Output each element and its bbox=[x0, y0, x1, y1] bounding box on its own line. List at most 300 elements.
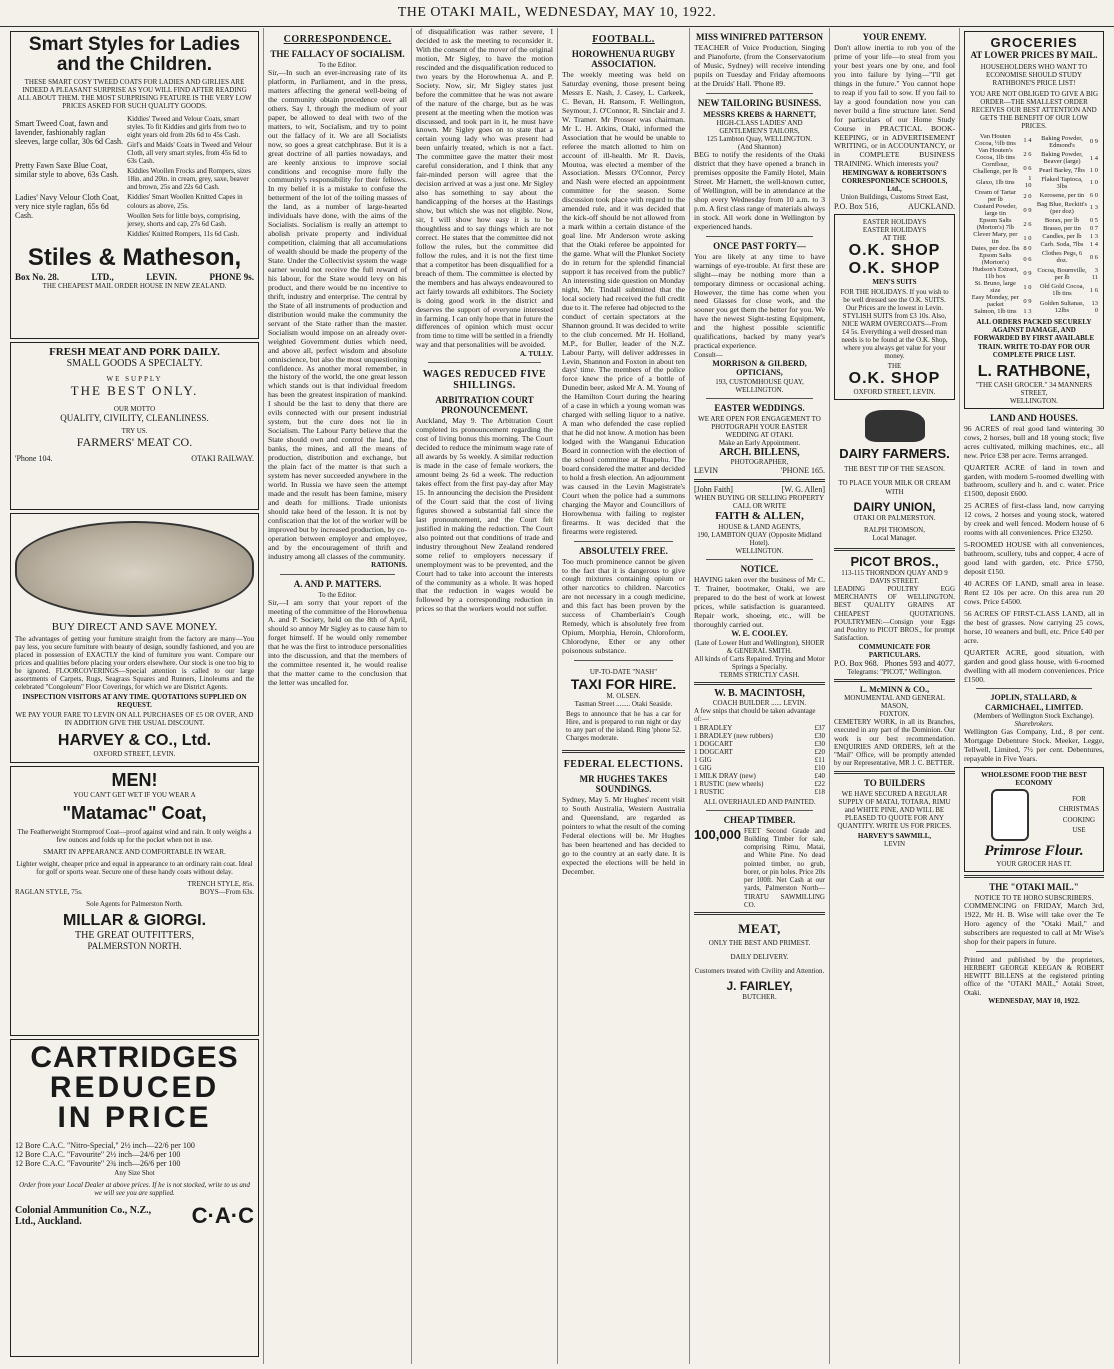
nash-head: UP-TO-DATE "NASH" bbox=[589, 668, 658, 677]
price-item: Glaxo, 1lb tins bbox=[976, 178, 1015, 186]
arbitration-head: ARBITRATION COURT PRONOUNCEMENT. bbox=[435, 395, 534, 416]
meat-try: TRY US. bbox=[121, 427, 148, 436]
correspondence-head: CORRESPONDENCE. bbox=[283, 34, 392, 45]
groc-price-left bbox=[969, 133, 1033, 315]
timber-ad bbox=[694, 827, 825, 910]
faith-partner-1: [John Faith] bbox=[694, 484, 733, 494]
prim-cook: COOKING bbox=[1062, 815, 1096, 824]
prim-use: USE bbox=[1072, 826, 1086, 835]
billens-contact bbox=[694, 466, 825, 475]
price-value: 1 0 bbox=[1023, 283, 1032, 291]
men-line: YOU CAN'T GET WET IF YOU WEAR A bbox=[73, 791, 196, 799]
price-value: 1 6 bbox=[1089, 286, 1098, 294]
tailoring-head: NEW TAILORING BUSINESS. bbox=[697, 97, 822, 108]
vehicle-row bbox=[694, 748, 825, 756]
football-article: The weekly meeting was held on Saturday evening, those present being Messrs E. Nash, J. Casey, L. Carkeek, C. Bevan, H. Ransom, F. Wellington, Seymour, J. O'Connor, R. Sinclair and J. W. Tramer. Mr Prosser was chairman. Mr L. H. Atkins, Otaki, informed the Association that he would be unable to referee the match allotted to him on account of ill-health. Mr R. Davis, Moutoa, was elected a member of the Association. Messrs O'Connor, Percy and Nash were elected an appointment committee for the season. Some discussion took place with regard to the amended rule, and it was decided that the kick-off should be not allowed from a mark within a certain distance of the goal line. Mr Anderson wrote asking that the Otaki referee be appointed for the game. What will the Plunket Society do in return for the splendid financial support it has received from the public? An interesting side question on Monday night, Mr. Tindall submitted that the local society had received the full credit due to it. The referee had objected to the conduct of certain spectators at the Shannon ground. It was decided to write to the club concerned. Mr H. Holland, M.P., for Buller, leader of the N.Z. Labour Party, will deliver addresses in Levin, Shannon and Foxton in about ten days' time. The members of the police force knew the price of a bottle of Dunedin beer, asked Mr A. M. Young of the Hamilton Court during the hearing of a case in which a young woman was charged with selling liquor to a native. A man who defended the case replied that he did not know. A motion has been lodged with the Wanganui Education Board in connection with the election of the school committee at Ruapehu. The board considered the matter and decided to hold a fresh election. An adjournment was caused in the Levin Magistrate's Court when the police had a summons charging the Mayor and Councillors of Horowhenua with failing to register firearms. It was decided that the firearms were registered. bbox=[562, 70, 685, 536]
fairley-only: ONLY THE BEST AND PRIMEST. bbox=[708, 939, 811, 948]
cooley-terms: TERMS STRICTLY CASH. bbox=[719, 670, 800, 679]
cartridges-ad bbox=[10, 1039, 259, 1357]
price-row bbox=[1036, 241, 1100, 249]
stiles-items-right bbox=[127, 113, 254, 240]
builders-name: HARVEY'S SAWMILL, bbox=[857, 831, 932, 840]
price-item: Baking Powder, Edmond's bbox=[1041, 134, 1083, 149]
land-listing: QUARTER ACRE of land in town and garden, with modern 5-roomed dwelling with bathroom, scullery and h. and c. water. Price £1500, deposit £600. bbox=[964, 462, 1104, 499]
cart-row: 12 Bore C.A.C. "Favourite" 2¾ inch—26/6 per 100 bbox=[15, 1159, 181, 1169]
vehicle-name: 1 RUSTIC (new wheels) bbox=[694, 779, 764, 788]
stiles-item: Kiddies Woollen Frocks and Rompers, sizes 18in. and 20in. in cream, grey, saxe, beaver and brown, 25s and 22s 6d Cash. bbox=[127, 167, 251, 192]
price-value: 1 10 bbox=[1025, 175, 1032, 190]
vehicle-price: £30 bbox=[814, 731, 825, 740]
price-item: Dates, per doz. lbs bbox=[971, 245, 1020, 253]
dairy-mgr-job: Local Manager. bbox=[872, 533, 917, 542]
fairley-name: J. FAIRLEY, bbox=[726, 979, 793, 994]
price-row bbox=[969, 245, 1033, 252]
vehicle-price: £40 bbox=[814, 771, 825, 780]
land-listing: 40 ACRES OF LAND, small area in lease. Rent £2 10s per acre. On this area run 20 cows. Price £4500. bbox=[964, 579, 1104, 606]
fairley-job: BUTCHER. bbox=[742, 993, 777, 1002]
hemingway-town: AUCKLAND. bbox=[908, 201, 955, 211]
price-item: Brasso, per tin bbox=[1043, 224, 1081, 232]
hemingway-addr: Union Buildings, Customs Street East, bbox=[840, 193, 949, 202]
picot-addr: 113-115 THORNDON QUAY AND 9 DAVIS STREET. bbox=[841, 568, 948, 585]
price-item: Borax, per lb bbox=[1044, 216, 1080, 224]
stiles-item: Girl's and Maids' Coats in Tweed and Velour Cloth, all very smart styles, from 45s 6d to 63s Cash. bbox=[127, 141, 252, 166]
imprint-date: WEDNESDAY, MAY 10, 1922. bbox=[988, 996, 1080, 1005]
price-value: 1 4 bbox=[1089, 154, 1098, 162]
krebs-sub: HIGH-CLASS LADIES' AND GENTLEMEN'S TAILORS, bbox=[716, 118, 803, 135]
easter-open: WE ARE OPEN FOR ENGAGEMENT TO PHOTOGRAPH YOUR EASTER WEDDING AT OTAKI. bbox=[698, 414, 821, 439]
ok-suits: MEN'S SUITS bbox=[872, 277, 917, 286]
price-item: Pearl Barley, 7lbs bbox=[1038, 167, 1085, 175]
meat-supply: WE SUPPLY bbox=[106, 375, 163, 383]
ap-letter-continued: of disqualification was rather severe, I decided to ask the meeting to reconsider it. With the consent of the mover of the original motion, Mr Sigley, to have the motion rescinded and the disqualification reduced to two years by the Horowhenua A. and P. Society. Now, sir, Mr Sigley states just before the committee that he was not aware of the nature of the charge, but as he was present at the meeting when the motion was discussed, and took part in it, he must have known. Mr Sigley goes on to state that a certain young lady who was present had been unfairly treated, which is not a fact. The committee gave the matter their most careful consideration, and I think that any fair-minded person will agree that the decision arrived at was a just one. Mr Sigley also has something to say about the handicapping of the horses at the Hastings show, but which she was not eligible. Now, sir, I will show how easy it is to be thoughtless and to say things which are not correct. He states that the committee did not follow the rules, but the committee did follow the rules, and it is not the first time that a competitor has been disqualified for a breach of them. The committee is elected by the members and has always endeavoured to act fairly towards all exhibitors. The Society is doing good work in the district and deserves the support of everyone interested in farming. I can only hope that in future the differences of opinion which must occur from time to time will be settled in a friendly way and that personalities will be avoided. bbox=[416, 28, 553, 350]
ok-the: THE bbox=[887, 362, 902, 371]
groc-foot: ALL ORDERS PACKED SECURELY AGAINST DAMAGE, AND FORWARDED BY FIRST AVAILABLE TRAIN. WRITE TO-DAY FOR OUR COMPLETE PRICE LIST. bbox=[973, 318, 1095, 359]
price-row bbox=[969, 161, 1033, 175]
vehicle-price: £10 bbox=[814, 763, 825, 772]
vehicle-row bbox=[694, 732, 825, 740]
patterson-text: TEACHER of Voice Production, Singing and Pianoforte, (from the Conservatorium of Music, Sydney) will receive intending pupils on Tuesday and Friday afternoons at the Druids' Hall. 'Phone 89. bbox=[694, 43, 825, 88]
price-value: 2 6 bbox=[1023, 150, 1032, 158]
cooley-text: All kinds of Carts Repaired. Trying and Motor Springs a Specialty. bbox=[694, 654, 825, 671]
price-value: 0 9 bbox=[1023, 206, 1032, 214]
men-trench: TRENCH STYLE, 85s. bbox=[187, 880, 254, 889]
stiles-item: Kiddies' Smart Woollen Knitted Capes in colours as above, 25s. bbox=[127, 193, 243, 210]
fairley-meat-head: MEAT, bbox=[738, 921, 781, 937]
billens-name: ARCH. BILLENS, bbox=[719, 446, 800, 458]
rathbone-ad bbox=[964, 31, 1104, 409]
price-item: Carb. Soda, 7lbs bbox=[1040, 241, 1084, 249]
price-item: Salmon, 1lb tins bbox=[974, 308, 1017, 316]
men-raglan: RAGLAN STYLE, 75s. bbox=[15, 888, 83, 897]
cooley-name: W. E. COOLEY. bbox=[731, 629, 788, 639]
dairy-name: DAIRY UNION, bbox=[853, 499, 936, 514]
price-item: Hudson's Extract, 11b box bbox=[972, 266, 1019, 281]
cart-order: Order from your Local Dealer at above prices. If he is not stocked, write to us and we will see you are supplied. bbox=[19, 1180, 250, 1197]
price-value: 2 6 bbox=[1023, 220, 1032, 228]
men-text: The Featherweight Stormproof Coat—proof against wind and rain. It only weighs a few ounces and folds up for the pocket when not in use. bbox=[17, 828, 252, 845]
groc-head: GROCERIES bbox=[990, 35, 1078, 50]
stiles-item: Kiddies' Tweed and Velour Coats, smart styles. To fit Kiddies and girls from two to eight years old from 20s 6d to 45s Cash. bbox=[127, 115, 247, 140]
price-row bbox=[1036, 224, 1100, 232]
men-agents: Sole Agents for Palmerston North. bbox=[86, 900, 183, 909]
column-1 bbox=[6, 28, 264, 1364]
stiles-name: Stiles & Matheson, bbox=[27, 243, 242, 271]
column-6 bbox=[830, 28, 960, 1364]
socialism-head: THE FALLACY OF SOCIALISM. bbox=[270, 49, 405, 59]
harvey-inspect: INSPECTION VISITORS AT ANY TIME. QUOTATIONS SUPPLIED ON REQUEST. bbox=[22, 693, 247, 710]
masthead: THE OTAKI MAIL, WEDNESDAY, MAY 10, 1922. bbox=[0, 0, 1114, 27]
price-row bbox=[1036, 266, 1100, 283]
opticians-addr: 193, CUSTOMHOUSE QUAY, WELLINGTON. bbox=[715, 377, 804, 394]
vehicle-name: 1 MILK DRAY (new) bbox=[694, 771, 756, 780]
mcminn-name: L. McMINN & CO., bbox=[859, 684, 930, 694]
price-row bbox=[969, 203, 1033, 217]
groc-sub: AT LOWER PRICES BY MAIL. bbox=[970, 50, 1098, 60]
stiles-items-left bbox=[15, 113, 123, 240]
mcminn-sub: MONUMENTAL AND GENERAL MASON, bbox=[844, 694, 945, 711]
timber-text: FEET Second Grade and Building Timber for sale, comprising Rimu, Matai, and White Pine. No dead pointed timber, no grub, borer, or pin holes. Price 20s per 100ft. Net Cash at our yards, Palmerston North—TIRATU SAWMILLING CO. bbox=[744, 826, 825, 909]
notice-text: HAVING taken over the business of Mr C. T. Trainer, bootmaker, Otaki, we are prepared to do the best of work at lowest prices, while satisfaction is guaranteed. Repair work, shoeing, etc., will be thoroughly carried out. bbox=[694, 574, 825, 629]
ap-letter: Sir,—I am sorry that your report of the meeting of the committee of the Horowhenua A. and P. Society, held on the 8th of April, should so annoy Mr Sigley as to cause him to forget himself. If he would only remember that he was the first to introduce personalities into the discussion, and that the members of the committee resented it, he would realise that the matter came to the conclusion that the letter was uncalled for. bbox=[268, 597, 407, 688]
price-row bbox=[1036, 150, 1100, 167]
price-row bbox=[1036, 299, 1100, 316]
price-row bbox=[1036, 216, 1100, 224]
wages-article: Auckland, May 9. The Arbitration Court completed its pronouncement regarding the cost of living bonus this morning. The Court decided to reduce the minimum wage rate of all awards by 5s weekly. A similar reduction is made in the case of female workers, the amount being 2s 6d a week. The reduction takes effect from the first pay-day after May 15. In announcing the decision the President of the Court said that the cost of living figures showed a substantial fall since the last pronouncement, and the Court felt justified in making the reduction. The Court also pointed out that conditions of trade and industry throughout New Zealand rendered some relief to employers necessary if unemployment was to be prevented, and the Court had to take into account the interests of the community as a whole. It was hoped that the reduction in wages would be followed by a corresponding reduction in prices so that the workers would not suffer. bbox=[416, 416, 553, 614]
enemy-head: YOUR ENEMY. bbox=[862, 32, 927, 42]
macintosh-job: COACH BUILDER ...... LEVIN. bbox=[712, 699, 807, 708]
rathbone-sub: "THE CASH GROCER." 34 MANNERS STREET, bbox=[975, 380, 1093, 397]
vehicle-row bbox=[694, 764, 825, 772]
imprint: Printed and published by the proprietors, HERBERT GEORGE KEEGAN & ROBERT HEWITT BILLENS at the registered printing office of the "OTAKI MAIL," Aotaki Street, Otaki. bbox=[964, 955, 1104, 997]
stiles-item: Pretty Fawn Saxe Blue Coat, similar style to above, 63s Cash. bbox=[15, 160, 119, 179]
cart-line-1: CARTRIDGES bbox=[30, 1041, 239, 1074]
dairy-towns: OTAKI OR PALMERSTON. bbox=[853, 513, 936, 522]
stiles-item: Ladies' Navy Velour Cloth Coat, very nice style raglan, 65s 6d Cash. bbox=[15, 193, 120, 221]
price-item: Van Houten Cocoa, ½lb tins bbox=[974, 133, 1016, 148]
price-value: 0 9 bbox=[1023, 297, 1032, 305]
land-list bbox=[964, 425, 1104, 685]
vehicle-price: £37 bbox=[814, 723, 825, 732]
price-value: 3 11 bbox=[1091, 266, 1098, 281]
men-name: MILLAR & GIORGI. bbox=[62, 912, 207, 930]
ok-shop-ad bbox=[834, 214, 955, 401]
stiles-ad bbox=[10, 31, 259, 339]
price-row bbox=[1036, 233, 1100, 241]
cac-logo: C·A·C bbox=[191, 1202, 254, 1228]
column-2 bbox=[264, 28, 412, 1364]
harvey-ad bbox=[10, 513, 259, 763]
timber-amount: 100,000 bbox=[694, 826, 741, 842]
builders-town: LEVIN bbox=[884, 839, 905, 848]
patterson-head: MISS WINIFRED PATTERSON bbox=[695, 32, 824, 42]
enemy-text: Don't allow inertia to rob you of the prime of your life—to steal from you your best years one by one, and fool you into failure by lying—"I'll get things in the future." You cannot hope to reap if you fail to sow. If you fail to lay a good foundation now you can never build a fine structure later. Send for particulars of our Home Study Course in PRACTICAL BOOK-KEEPING, or in ADVERTISEMENT WRITING, or in ACCOUNTANCY, or in COMPLETE BUSINESS TRAINING. Which interests you? bbox=[834, 43, 955, 169]
otaki-mail-sub: NOTICE TO TE HORO SUBSCRIBERS. bbox=[974, 893, 1094, 902]
vehicle-name: 1 RUSTIC bbox=[694, 787, 725, 796]
krebs-text: BEG to notify the residents of the Otaki district that they have opened a branch in premises opposite the Family Hotel, Main Street. Mr Harnett, the well-known cutter, of Wellington, will be in attendance at the shop every Wednesday from 10 a.m. to 3 p.m. A first class range of materials always in stock. All work done in Wellington by experienced hands. bbox=[694, 150, 825, 231]
price-item: Epsom Salts (Morton's) 7lb bbox=[976, 217, 1015, 232]
price-item: Golden Sultanas, 12lbs bbox=[1039, 300, 1085, 315]
ok-h1: EASTER HOLIDAYS bbox=[862, 217, 927, 226]
vehicle-row bbox=[694, 780, 825, 788]
vehicle-name: 1 BRADLEY bbox=[694, 723, 733, 732]
men-title: MEN! bbox=[111, 770, 158, 790]
stiles-item: Woollen Sets for little boys, comprising, jersey, shorts and cap, 27s 6d Cash. bbox=[127, 211, 241, 228]
rathbone-town: WELLINGTON. bbox=[1010, 396, 1058, 405]
price-item: Flaked Tapioca, 3lbs bbox=[1041, 175, 1083, 190]
vehicle-row bbox=[694, 756, 825, 764]
faith-addr: 190, LAMBTON QUAY (Opposite Midland Hotel). bbox=[697, 530, 822, 547]
price-row bbox=[969, 266, 1033, 280]
ok-at: AT THE bbox=[882, 233, 907, 242]
price-value: 1 0 bbox=[1089, 167, 1098, 175]
price-value: 13 0 bbox=[1091, 300, 1098, 315]
easter-make: Make an Early Appointment. bbox=[718, 438, 801, 447]
price-value: 0 6 bbox=[1089, 253, 1098, 261]
price-row bbox=[969, 217, 1033, 231]
cow-illustration bbox=[865, 410, 925, 442]
cart-row: 12 Bore C.A.C. "Nitro-Special," 2½ inch—22/6 per 100 bbox=[15, 1141, 195, 1150]
groc-intro: HOUSEHOLDERS WHO WANT TO ECONOMISE SHOULD STUDY RATHBONE'S PRICE LIST! bbox=[980, 63, 1088, 88]
to-editor-2: To the Editor. bbox=[318, 590, 357, 599]
price-value: 0 9 bbox=[1089, 138, 1098, 146]
builders-head: TO BUILDERS bbox=[863, 777, 926, 788]
joplin-sub: (Members of Wellington Stock Exchange). bbox=[973, 711, 1095, 720]
price-row bbox=[969, 133, 1033, 147]
stiles-intro: THESE SMART COSY TWEED COATS FOR LADIES AND GIRLIES ARE INDEED A PLEASANT SURPRISE AS YOU WILL FIND AFTER READING ALL ABOUT THEM. THE MOST SURPRISING FEATURE IS THE VERY LOW PRICES ASKED FOR SUCH QUALITY GOODS. bbox=[17, 77, 252, 111]
faith-name: FAITH & ALLEN, bbox=[715, 509, 804, 522]
groc-price-right bbox=[1036, 133, 1100, 315]
faith-partner-2: [W. G. Allen] bbox=[781, 484, 825, 494]
price-row bbox=[1036, 175, 1100, 192]
harvey-text: The advantages of getting your furniture straight from the factory are many—You pay less, you secure furniture with beauty of design, soundly fashioned, and you are placed in possession of EXACTLY the kind of furniture you want. Compare our prices and qualities before placing your orders elsewhere. Our stock is one too big to be ignored. FLOORCOVERINGS—Special attention is called to our large assortments of Carpets, Rugs, Seagrass Squares and Runners, Linoleums and the celebrated "Congoleum" Floor Coverings, for which we are District Agents. bbox=[15, 635, 254, 692]
price-row bbox=[1036, 249, 1100, 266]
vehicle-price: £30 bbox=[814, 739, 825, 748]
price-row bbox=[969, 147, 1033, 161]
faith-when: WHEN BUYING OR SELLING PROPERTY CALL OR WRITE bbox=[694, 493, 825, 510]
column-4 bbox=[558, 28, 690, 1364]
fairley-daily: DAILY DELIVERY. bbox=[730, 953, 789, 962]
harvey-rail: WE PAY YOUR FARE TO LEVIN ON ALL PURCHASES OF £5 OR OVER, AND IN ADDITION GIVE THE USUAL DISCOUNT. bbox=[15, 711, 254, 728]
meat-phone: 'Phone 104. bbox=[15, 454, 53, 464]
stiles-box: Box No. 28. bbox=[15, 271, 60, 282]
price-item: Baking Powder, Beaver (large) bbox=[1041, 151, 1083, 166]
football-head: FOOTBALL. bbox=[592, 34, 655, 45]
men-smart: SMART IN APPEARANCE AND COMFORTABLE IN WEAR. bbox=[43, 848, 226, 857]
land-listing: 56 ACRES OF FIRST-CLASS LAND, all in the best of grasses. Now carrying 25 cows, horse, 10 weaners and bull, etc. Price £40 per acre. bbox=[964, 608, 1104, 645]
price-value: 0 9 bbox=[1023, 269, 1032, 277]
stiles-item: Kiddies' Knitted Rompers, 11s 6d Cash. bbox=[127, 229, 240, 238]
federal-article: Sydney, May 5. Mr Hughes' recent visit to South Australia, Western Australia and Queensland, are regarded as pointers to what the result of the coming Federal elections will be. Mr Hughes has been heartened and has decided to go to the country at an early date. It is expected the elections will be held in December. bbox=[562, 795, 685, 876]
price-value: 1 3 bbox=[1089, 233, 1098, 241]
billens-town: LEVIN bbox=[694, 466, 718, 476]
price-value: 1 3 bbox=[1023, 308, 1032, 316]
price-item: Cocoa, Bournville, per lb bbox=[1037, 266, 1087, 281]
wages-head: WAGES REDUCED FIVE SHILLINGS. bbox=[422, 369, 547, 392]
macintosh-name: W. B. MACINTOSH, bbox=[714, 687, 805, 699]
men-outfit: THE GREAT OUTFITTERS, bbox=[75, 930, 194, 942]
price-item: Easy Monday, per packet bbox=[971, 294, 1019, 309]
dairy-title: DAIRY FARMERS. bbox=[839, 446, 950, 462]
ok-h2: EASTER HOLIDAYS bbox=[862, 225, 927, 234]
price-value: 1 0 bbox=[1023, 234, 1032, 242]
price-value: 1 0 bbox=[1089, 179, 1098, 187]
vehicle-name: 1 BRADLEY (new rubbers) bbox=[694, 731, 773, 740]
price-item: Custard Powder, large tin bbox=[973, 203, 1017, 218]
price-value: 1 4 bbox=[1023, 136, 1032, 144]
column-7 bbox=[960, 28, 1108, 1364]
price-row bbox=[969, 294, 1033, 308]
taxi-name: M. OLSEN. bbox=[606, 692, 641, 701]
free-head: ABSOLUTELY FREE. bbox=[579, 545, 668, 556]
stiles-item: Smart Tweed Coat, fawn and lavender, fashionably raglan sleeves, large collar, 30s 6d Cash. bbox=[15, 119, 123, 147]
vehicle-name: 1 GIG bbox=[694, 755, 712, 764]
otaki-mail-head: THE "OTAKI MAIL." bbox=[989, 881, 1079, 892]
dairy-mgr: RALPH THOMSON, bbox=[864, 525, 925, 534]
dairy-best: THE BEST TIP OF THE SEASON. bbox=[844, 465, 945, 474]
picot-contact bbox=[834, 659, 955, 668]
price-row bbox=[969, 175, 1033, 189]
land-listing: 96 ACRES of real good land wintering 30 cows, 2 horses, bull and 18 young stock; five acres cultivated, milking machines, etc., all new. Price £38 per acre. Terms arranged. bbox=[964, 423, 1104, 460]
vehicle-name: 1 GIG bbox=[694, 763, 712, 772]
price-item: St. Bruno, large size bbox=[974, 280, 1016, 295]
rugby-assoc-head: HOROWHENUA RUGBY ASSOCIATION. bbox=[571, 49, 676, 69]
ok-addr: OXFORD STREET, LEVIN. bbox=[853, 388, 936, 397]
price-item: Epsom Salts (Morton's) bbox=[979, 252, 1012, 267]
meat-name: FARMERS' MEAT CO. bbox=[76, 435, 193, 450]
cart-row: 12 Bore C.A.C. "Favourite" 2½ inch—24/6 per 100 bbox=[15, 1150, 181, 1160]
stiles-items bbox=[15, 113, 254, 240]
meat-motto: QUALITY, CIVILITY, CLEANLINESS. bbox=[60, 413, 209, 424]
meat-sub: SMALL GOODS A SPECIALTY. bbox=[66, 358, 203, 369]
ap-matters-head: A. AND P. MATTERS. bbox=[293, 578, 382, 589]
faith-sub: HOUSE & LAND AGENTS, bbox=[718, 522, 801, 531]
dairy-place: TO PLACE YOUR MILK OR CREAM WITH bbox=[838, 479, 951, 496]
ok-shop-3: O.K. SHOP bbox=[848, 370, 941, 388]
cart-line-3: IN PRICE bbox=[57, 1101, 212, 1134]
price-item: Candles, per lb bbox=[1042, 233, 1082, 241]
mcminn-town: FOXTON. bbox=[879, 710, 910, 719]
harvey-name: HARVEY & CO., Ltd. bbox=[57, 731, 212, 749]
land-listing: QUARTER ACRE, good situation, with garden and good glass house, with 6-roomed dwelling with all modern conveniences. Price £1500. bbox=[964, 647, 1104, 684]
hughes-head: MR HUGHES TAKES SOUNDINGS. bbox=[579, 774, 668, 795]
price-row bbox=[969, 231, 1033, 245]
taxi-title: TAXI FOR HIRE. bbox=[570, 676, 677, 693]
land-listing: 5-ROOMED HOUSE with all conveniences, bathroom, scullery, tubs and copper, 4 acre of good land with garden, etc. Price £750, deposit £150. bbox=[964, 540, 1104, 577]
meat-best: THE BEST ONLY. bbox=[70, 383, 199, 399]
vehicle-row bbox=[694, 788, 825, 796]
to-editor: To the Editor. bbox=[318, 61, 357, 69]
price-value: 0 5 bbox=[1089, 216, 1098, 224]
price-item: Kerosene, per tin bbox=[1039, 191, 1085, 199]
picot-comm: COMMUNICATE FOR PARTICULARS. bbox=[858, 642, 931, 659]
taxi-ad bbox=[562, 665, 685, 747]
picot-text: LEADING POULTRY EGG MERCHANTS OF WELLINGTON. BEST QUALITY GRAINS AT CHEAPEST QUOTATIONS. POULTRYMEN:—Consign your Eggs and Poultry to PICOT BROS., for prompt Satisfaction. bbox=[834, 584, 955, 643]
easter-head: EASTER WEDDINGS. bbox=[714, 402, 805, 413]
ok-shop-1: O.K. SHOP bbox=[848, 241, 941, 259]
faith-partners bbox=[694, 485, 825, 494]
land-listing: 25 ACRES of first-class land, now carrying 12 cows, 2 horses and young stock, watered by creek and well fenced. Modern house of 6 rooms with all conveniences. Price £3250. bbox=[964, 501, 1104, 538]
fairley-text: Customers treated with Civility and Attention. bbox=[694, 967, 825, 976]
vehicle-row bbox=[694, 724, 825, 732]
hemingway-name: HEMINGWAY & ROBERTSON'S CORRESPONDENCE SCHOOLS, Ltd., bbox=[841, 169, 948, 194]
men-town: PALMERSTON NORTH. bbox=[87, 941, 182, 952]
prim-for: FOR bbox=[1072, 794, 1086, 803]
otaki-mail-text: COMMENCING on FRIDAY, March 3rd, 1922, Mr H. B. Wise will take over the Te Horo agency of the "Otaki Mail," and subscribers are requested to call at Mr Wise's shop for their papers in future. bbox=[964, 900, 1104, 946]
socialism-sign: RATIONIS. bbox=[371, 561, 407, 570]
men-coat: "Matamac" Coat, bbox=[62, 803, 207, 824]
price-row bbox=[1036, 200, 1100, 217]
consult: Consult— bbox=[694, 351, 723, 360]
stiles-town: LEVIN. bbox=[146, 271, 177, 282]
groc-price-list bbox=[969, 133, 1099, 315]
price-item: Cornflour, Challenge, per lb bbox=[973, 161, 1018, 176]
prim-name: Primrose Flour. bbox=[984, 842, 1084, 859]
meat-footer bbox=[15, 454, 254, 463]
picot-name: PICOT BROS., bbox=[850, 553, 939, 569]
price-row bbox=[1036, 191, 1100, 199]
vehicle-name: 1 DOGCART bbox=[694, 739, 733, 748]
krebs-and: (And Shannon) bbox=[738, 143, 781, 152]
furniture-illustration bbox=[15, 521, 254, 617]
free-article: Too much prominence cannot be given to the fact that it is dangerous to give cough mixtures containing opium or other narcotics to children. Narcotics are not necessary in a cough medicine, and this fact has been proven by the success of Chamberlain's Cough Remedy, which is absolutely free from Opium, Morphia, Heroin, Chloroform, Chlorodyne, Ether or any other poisonous substance. bbox=[562, 556, 685, 656]
vehicle-price: £18 bbox=[814, 787, 825, 796]
price-value: 8 0 bbox=[1023, 245, 1032, 253]
price-row bbox=[1036, 133, 1100, 150]
harvey-buy: BUY DIRECT AND SAVE MONEY. bbox=[51, 621, 218, 633]
men-boys: BOYS—From 63s. bbox=[199, 888, 254, 897]
forty-text: You are likely at any time to have warnings of eye-trouble. At first these are slight—may be nothing more than a temporary dimness or occasional aching. However, the time has come when you need Glasses for close work, and the sooner you get them the better for you. We have the newest Sight-testing Equipment, and the highest possible scientific qualifications, backed by many year's practical experience. bbox=[694, 251, 825, 351]
forty-head: ONCE PAST FORTY— bbox=[713, 240, 806, 251]
vehicle-price: £11 bbox=[814, 755, 825, 764]
price-item: Bag Blue, Reckitt's (per doz) bbox=[1036, 200, 1088, 215]
price-item: Cream of Tartar per lb bbox=[974, 189, 1016, 204]
price-row bbox=[969, 308, 1033, 315]
dairy-ad bbox=[834, 403, 955, 544]
picot-tel: Telegrams: "PICOT," Wellington. bbox=[847, 667, 942, 676]
vehicle-price: £20 bbox=[814, 747, 825, 756]
price-row bbox=[1036, 282, 1100, 299]
mcminn-text: CEMETERY WORK, in all its Branches, executed in any part of the Dominion. Our work is our best recommendation. ENQUIRIES AND ORDERS, left at the "Mail" Office, will be promptly attended by our Representative, MR J. C. BETTER. bbox=[834, 718, 955, 768]
taxi-addr: Tasman Street ........ Otaki Seaside. bbox=[574, 700, 673, 709]
price-value: 2 0 bbox=[1023, 192, 1032, 200]
tully-sign: A. TULLY. bbox=[519, 350, 553, 359]
price-value: 0 6 bbox=[1023, 164, 1032, 172]
faith-town: WELLINGTON. bbox=[735, 546, 784, 555]
price-value: 6 0 bbox=[1089, 191, 1098, 199]
meat-place: OTAKI RAILWAY. bbox=[191, 454, 254, 464]
column-3 bbox=[412, 28, 558, 1364]
joplin-text: Wellington Gas Company, Ltd., 8 per cent. Mortgage Debenture Stock. Meeker, Legge, Tellwell, Limited, 7½ per cent. Debentures, repayable in Five Years. bbox=[964, 726, 1104, 763]
price-value: 1 4 bbox=[1089, 241, 1098, 249]
joplin-name: JOPLIN, STALLARD, & CARMICHAEL, LIMITED. bbox=[984, 693, 1083, 712]
billens-job: PHOTOGRAPHER, bbox=[730, 458, 789, 467]
vehicle-name: 1 DOGCART bbox=[694, 747, 733, 756]
price-row bbox=[969, 252, 1033, 266]
stiles-title: Smart Styles for Ladies and the Children. bbox=[28, 34, 241, 75]
price-item: Old Gold Cocoa, 1lb tins bbox=[1039, 283, 1085, 298]
timber-head: CHEAP TIMBER. bbox=[723, 814, 796, 825]
price-row bbox=[969, 280, 1033, 294]
price-value: 0 6 bbox=[1023, 255, 1032, 263]
meat-title: FRESH MEAT AND PORK DAILY. bbox=[49, 346, 220, 358]
men-styles bbox=[15, 888, 254, 896]
rathbone-name: L. RATHBONE, bbox=[977, 362, 1091, 380]
vehicle-row bbox=[694, 740, 825, 748]
men-lighter: Lighter weight, cheaper price and equal in appearance to an ordinary rain coat. Ideal for golf or sports wear. Secure one of these handy coats without delay. bbox=[16, 860, 253, 877]
price-row bbox=[969, 189, 1033, 203]
harvey-addr: OXFORD STREET, LEVIN. bbox=[93, 749, 176, 758]
